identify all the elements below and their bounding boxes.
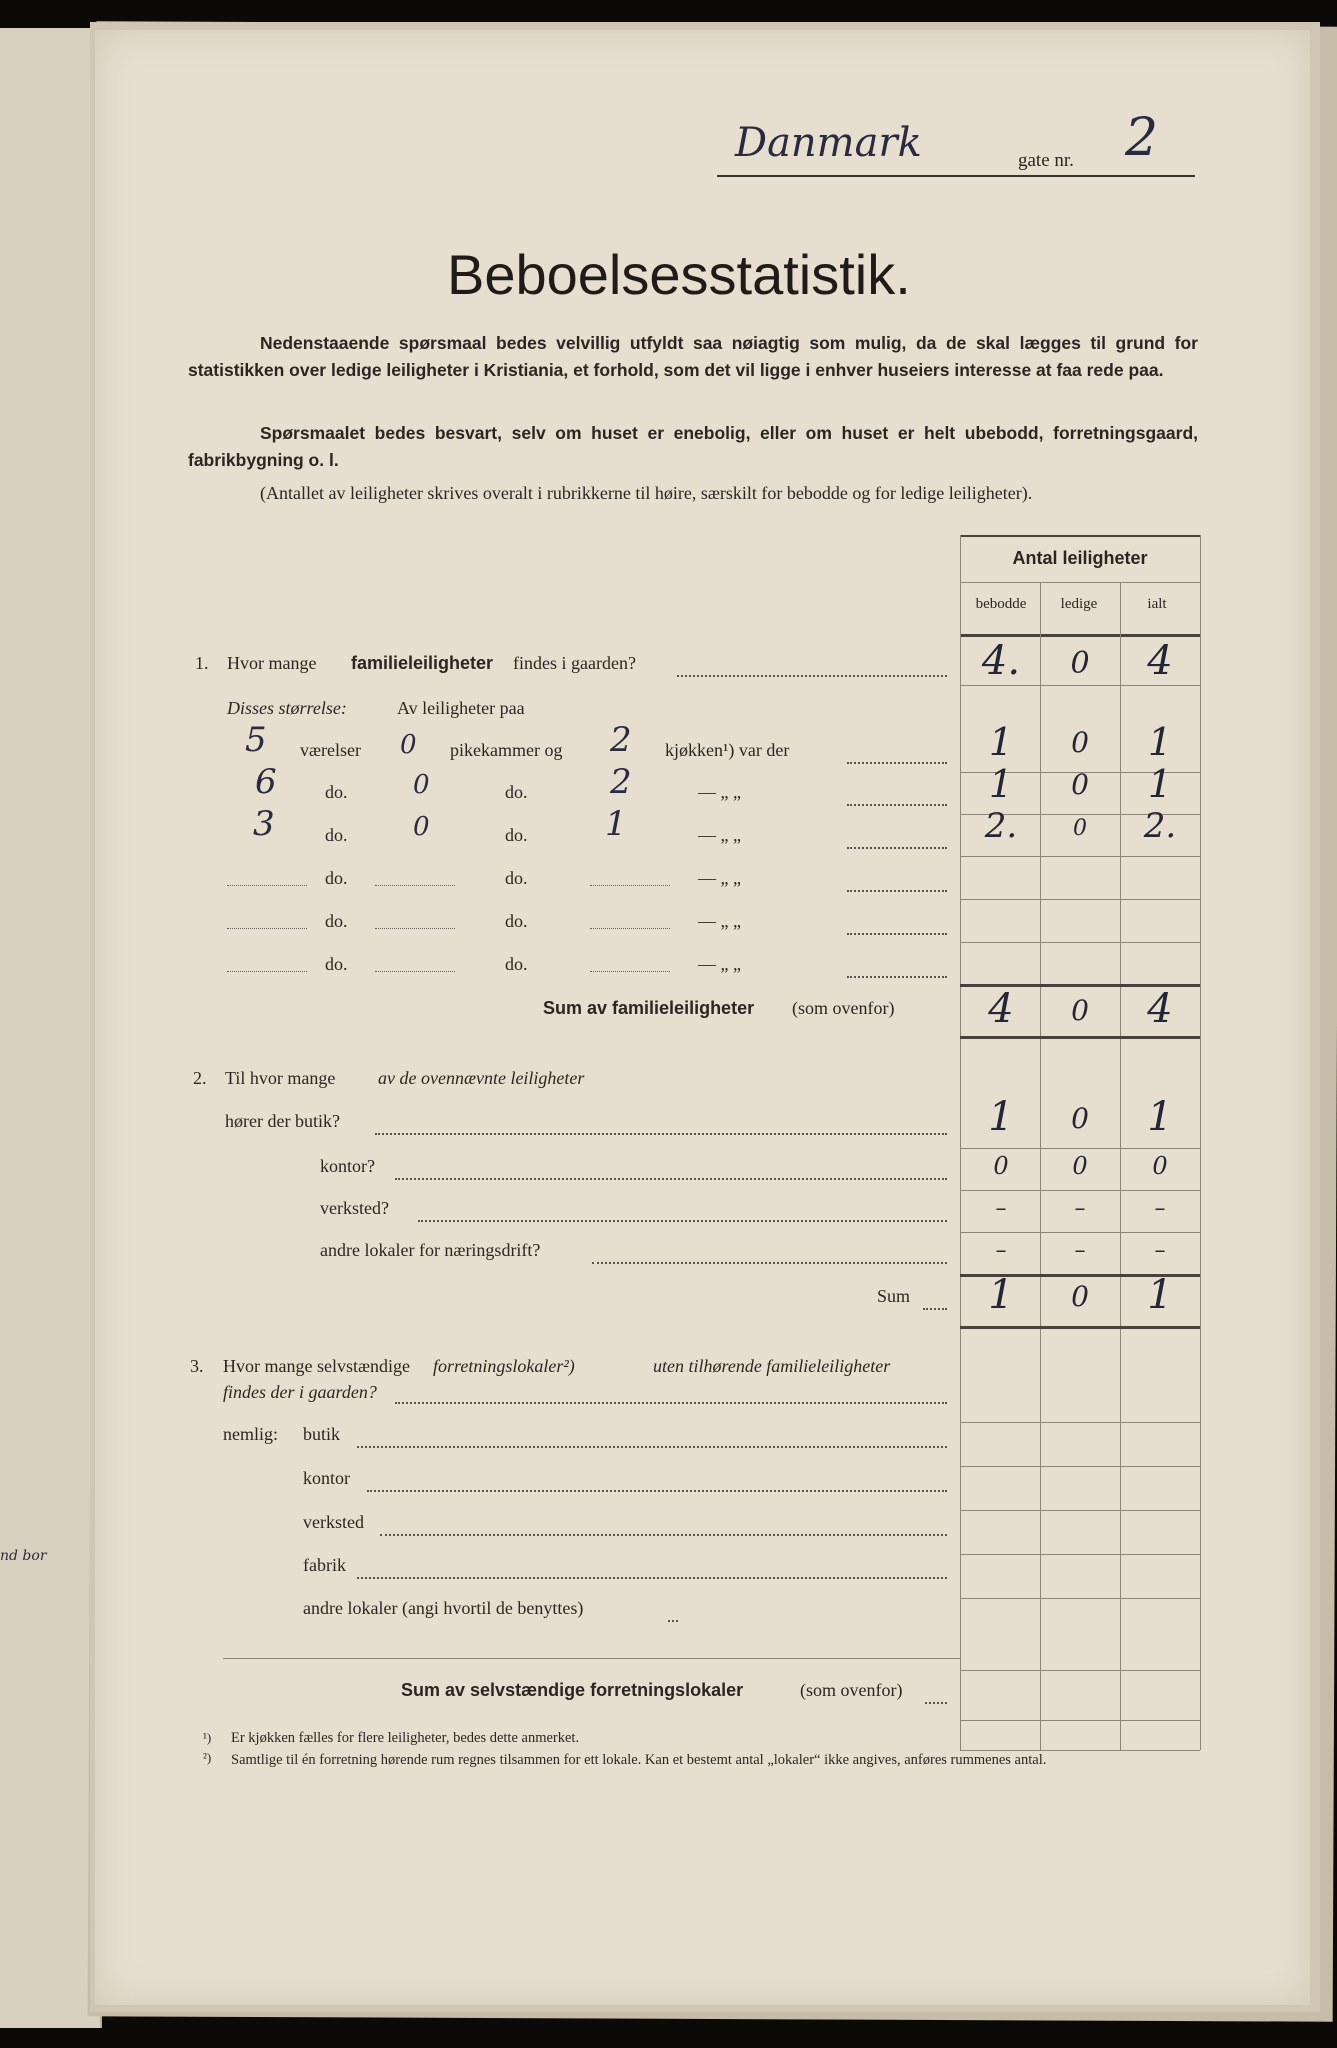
q1-sum-label: Sum av familieleiligheter <box>543 998 755 1018</box>
col-header-ledige: ledige <box>1060 596 1098 612</box>
row-rule <box>960 685 1200 686</box>
leader-dots <box>847 933 947 935</box>
blank-entry-line <box>375 971 455 972</box>
q2-verksted-ialt: – <box>1154 1196 1166 1221</box>
kitchen-count: 2 <box>610 720 632 760</box>
leader-dots <box>668 1620 678 1622</box>
q2-andre-ledige: – <box>1074 1238 1086 1263</box>
q3-italic-2: uten tilhørende familieleiligheter <box>653 1356 891 1376</box>
q2-butik-ledige: 0 <box>1071 1102 1089 1135</box>
row-rule <box>960 856 1200 857</box>
maid-room-word: pikekammer og <box>450 740 563 760</box>
row3-ialt: 2. <box>1143 806 1177 846</box>
q3-prefix: Hvor mange selvstændige <box>223 1356 410 1376</box>
q2-sum-bebodde: 1 <box>988 1272 1014 1318</box>
leader-dots <box>592 1262 947 1264</box>
q2-kontor-bebodde: 0 <box>993 1152 1009 1180</box>
row-rule <box>960 1598 1200 1599</box>
kitchen-word: kjøkken¹) var der <box>665 740 790 760</box>
row2-bebodde: 1 <box>988 762 1014 806</box>
maid-room-word: do. <box>505 782 528 802</box>
col-header-ialt: ialt <box>1147 596 1167 612</box>
intro-paragraph-3: (Antallet av leiligheter skrives overalt i rubrikkerne til høire, særskilt for bebodde og for ledige leiligheter). <box>260 483 1033 503</box>
blank-entry-line <box>227 928 307 929</box>
maid-room-word: do. <box>505 911 528 931</box>
rooms-word: værelser <box>300 740 361 760</box>
q2-verksted-ledige: – <box>1074 1196 1086 1221</box>
kitchen-word: — „ „ <box>698 782 741 802</box>
street-number-handwritten: 2 <box>1125 108 1159 168</box>
q1-ialt: 4 <box>1147 638 1173 684</box>
leader-dots <box>847 847 947 849</box>
left-page-fragment: nd bor <box>0 1548 47 1564</box>
page-title: Beboelsesstatistik. <box>447 243 911 306</box>
q3-item-verksted: verksted <box>303 1512 364 1532</box>
q1-sum-ledige: 0 <box>1071 994 1089 1027</box>
q2-line-butik: hører der butik? <box>225 1111 340 1131</box>
maid-room-count: 0 <box>413 812 430 842</box>
rooms-word: do. <box>325 911 348 931</box>
row-rule <box>960 1148 1200 1149</box>
street-name-handwritten: Danmark <box>735 120 922 166</box>
q3-italic-3: findes der i gaarden? <box>223 1382 377 1402</box>
row-rule <box>960 1190 1200 1191</box>
leader-dots <box>925 1702 947 1704</box>
table-top-rule <box>960 535 1200 537</box>
maid-room-count: 0 <box>400 730 417 760</box>
leader-dots <box>923 1308 947 1310</box>
q2-line-andre: andre lokaler for næringsdrift? <box>320 1240 541 1260</box>
q2-sum-label: Sum <box>877 1286 911 1306</box>
q1-ledige: 0 <box>1070 646 1090 681</box>
table-right-border <box>1200 535 1201 1750</box>
blank-entry-line <box>227 885 307 886</box>
q2-line-kontor: kontor? <box>320 1156 375 1176</box>
q2-prefix: Til hvor mange <box>225 1068 336 1088</box>
q2-butik-ialt: 1 <box>1147 1094 1173 1140</box>
kitchen-word: — „ „ <box>698 954 741 974</box>
leader-dots <box>375 1133 947 1135</box>
q2-kontor-ialt: 0 <box>1152 1152 1168 1180</box>
leader-dots <box>367 1490 947 1492</box>
sum-bottom-rule <box>960 1326 1200 1329</box>
header-underline <box>717 175 1195 177</box>
q1-number: 1. <box>195 653 209 673</box>
rooms-count: 3 <box>253 804 275 844</box>
row-rule <box>960 1720 1200 1721</box>
leader-dots <box>418 1220 947 1222</box>
leader-dots <box>380 1534 947 1536</box>
leader-dots <box>677 675 947 677</box>
q1-bebodde: 4. <box>981 638 1021 684</box>
rooms-word: do. <box>325 825 348 845</box>
maid-room-word: do. <box>505 825 528 845</box>
kitchen-word: — „ „ <box>698 911 741 931</box>
leader-dots <box>357 1577 947 1579</box>
row3-bebodde: 2. <box>984 806 1018 846</box>
kitchen-word: — „ „ <box>698 825 741 845</box>
blank-entry-line <box>375 928 455 929</box>
q2-line-verksted: verksted? <box>320 1198 389 1218</box>
intro-paragraph-1: Nedenstaaende spørsmaal bedes velvillig utfyldt saa nøiagtig som mulig, da de skal lægges til grund for statistikken over ledige leiligheter i Kristiania, et forhold, som det vil ligge i enhver huseiers interesse at faa rede paa. <box>188 333 1198 380</box>
q2-sum-ledige: 0 <box>1071 1280 1089 1313</box>
q2-number: 2. <box>193 1068 207 1088</box>
size-label: Disses størrelse: <box>227 698 347 718</box>
row-rule <box>960 1510 1200 1511</box>
footnote-1-text: Er kjøkken fælles for flere leiligheter, bedes dette anmerket. <box>231 1730 580 1746</box>
maid-room-word: do. <box>505 954 528 974</box>
q1-bold: familieleiligheter <box>351 653 494 673</box>
q2-kontor-ledige: 0 <box>1072 1152 1088 1180</box>
leader-dots <box>847 976 947 978</box>
q2-sum-ialt: 1 <box>1147 1272 1173 1318</box>
leader-dots <box>847 890 947 892</box>
q3-item-andre: andre lokaler (angi hvortil de benyttes) <box>303 1598 584 1618</box>
row-rule <box>960 1422 1200 1423</box>
kitchen-word: — „ „ <box>698 868 741 888</box>
table-header-rule <box>960 582 1200 583</box>
q3-item-kontor: kontor <box>303 1468 350 1488</box>
row-rule <box>960 899 1200 900</box>
q3-italic-1: forretningslokaler²) <box>433 1356 575 1376</box>
rooms-word: do. <box>325 782 348 802</box>
q1-suffix: findes i gaarden? <box>513 653 636 673</box>
kitchen-count: 2 <box>610 762 632 802</box>
q3-sum-label: Sum av selvstændige forretningslokaler <box>401 1680 744 1700</box>
q2-andre-bebodde: – <box>995 1238 1007 1263</box>
sum-bottom-rule <box>960 1036 1200 1039</box>
blank-entry-line <box>227 971 307 972</box>
q3-nemlig: nemlig: <box>223 1424 278 1444</box>
blank-entry-line <box>590 885 670 886</box>
row-rule <box>960 1670 1200 1671</box>
kitchen-count: 1 <box>605 804 627 844</box>
row-rule <box>960 1466 1200 1467</box>
blank-entry-line <box>590 928 670 929</box>
q1-sum-bebodde: 4 <box>988 986 1014 1032</box>
footnote-2-text: Samtlige til én forretning hørende rum regnes tilsammen for ett lokale. Kan et bestemt antal „lokaler“ ikke angives, anføres rummenes antal. <box>231 1752 1047 1768</box>
census-form-page <box>95 30 1310 2005</box>
rooms-word: do. <box>325 868 348 888</box>
rooms-count: 6 <box>255 762 277 802</box>
table-left-border <box>960 535 961 1750</box>
table-title: Antal leiligheter <box>1012 548 1148 568</box>
leader-dots <box>395 1178 947 1180</box>
q2-verksted-bebodde: – <box>995 1196 1007 1221</box>
rooms-word: do. <box>325 954 348 974</box>
gate-label: gate nr. <box>1018 150 1074 171</box>
table-header-bottom-rule <box>960 634 1200 637</box>
footnote-1-mark: ¹) <box>203 1730 212 1745</box>
q3-item-fabrik: fabrik <box>303 1555 346 1575</box>
row-rule <box>960 1232 1200 1233</box>
row1-ialt: 1 <box>1147 720 1173 764</box>
adjacent-page-edge <box>0 28 102 2028</box>
q3-separator <box>223 1658 960 1659</box>
blank-entry-line <box>375 885 455 886</box>
maid-room-word: do. <box>505 868 528 888</box>
rooms-count: 5 <box>245 720 267 760</box>
q3-sum-rest: (som ovenfor) <box>800 1680 903 1700</box>
q1-prefix: Hvor mange <box>227 653 317 673</box>
footnote-2-mark: ²) <box>203 1750 212 1765</box>
row-rule <box>960 1554 1200 1555</box>
row1-ledige: 0 <box>1071 726 1089 759</box>
leader-dots <box>395 1402 947 1404</box>
row1-bebodde: 1 <box>988 720 1014 764</box>
size-sublabel: Av leiligheter paa <box>397 698 525 718</box>
leader-dots <box>847 762 947 764</box>
q2-butik-bebodde: 1 <box>988 1094 1014 1140</box>
q1-sum-ialt: 4 <box>1147 986 1173 1032</box>
leader-dots <box>357 1446 947 1448</box>
row3-ledige: 0 <box>1073 816 1087 841</box>
q2-andre-ialt: – <box>1154 1238 1166 1263</box>
q3-number: 3. <box>190 1356 204 1376</box>
leader-dots <box>847 804 947 806</box>
q1-sum-rest: (som ovenfor) <box>792 998 895 1018</box>
q3-item-butik: butik <box>303 1424 341 1444</box>
row2-ialt: 1 <box>1147 762 1173 806</box>
q2-italic: av de ovennævnte leiligheter <box>378 1068 585 1088</box>
intro-paragraph-2: Spørsmaalet bedes besvart, selv om huset er enebolig, eller om huset er helt ubebodd, forretningsgaard, fabrikbygning o. l. <box>188 423 1198 470</box>
row-rule <box>960 942 1200 943</box>
blank-entry-line <box>590 971 670 972</box>
row2-ledige: 0 <box>1071 768 1089 801</box>
maid-room-count: 0 <box>413 770 430 800</box>
col-header-bebodde: bebodde <box>975 596 1027 612</box>
